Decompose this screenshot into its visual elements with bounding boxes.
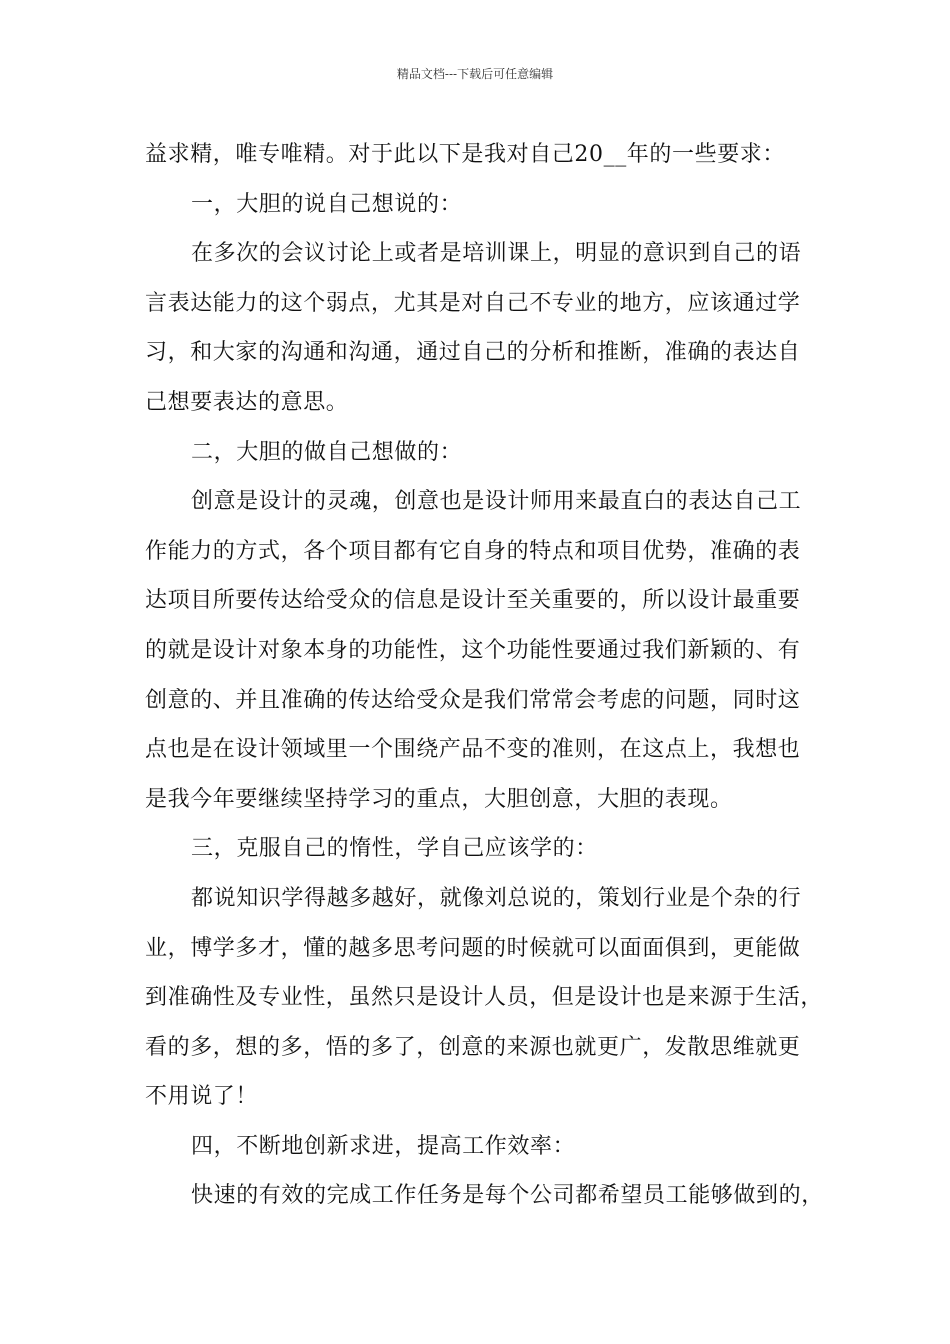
text-line: 创意的、并且准确的传达给受众是我们常常会考虑的问题，同时这 — [145, 687, 801, 713]
text-line: 益求精，唯专唯精。对于此以下是我对自己20__年的一些要求： — [145, 142, 785, 167]
text-line: 都说知识学得越多越好，就像刘总说的，策划行业是个杂的行 — [191, 885, 802, 911]
text-line: 快速的有效的完成工作任务是每个公司都希望员工能够做到的， — [191, 1183, 824, 1209]
text-line: 三，克服自己的惰性，学自己应该学的： — [191, 836, 598, 862]
text-line: 到准确性及专业性，虽然只是设计人员，但是设计也是来源于生活， — [145, 985, 824, 1011]
text-line: 看的多，想的多，悟的多了，创意的来源也就更广，发散思维就更 — [145, 1034, 801, 1060]
text-line: 作能力的方式，各个项目都有它自身的特点和项目优势，准确的表 — [145, 538, 801, 564]
page-header: 精品文档---下载后可任意编辑 — [396, 67, 554, 81]
text-line: 点也是在设计领域里一个围绕产品不变的准则，在这点上，我想也 — [145, 737, 801, 763]
text-line: 不用说了！ — [145, 1084, 259, 1110]
text-line: 四，不断地创新求进，提高工作效率： — [191, 1133, 576, 1159]
text-line: 言表达能力的这个弱点，尤其是对自己不专业的地方，应该通过学 — [145, 290, 801, 316]
text-line: 习，和大家的沟通和沟通，通过自己的分析和推断，准确的表达自 — [145, 340, 801, 366]
text-line: 的就是设计对象本身的功能性，这个功能性要通过我们新颖的、有 — [145, 637, 801, 663]
text-line: 业，博学多才，懂的越多思考问题的时候就可以面面俱到，更能做 — [145, 935, 801, 961]
text-line: 在多次的会议讨论上或者是培训课上，明显的意识到自己的语 — [191, 241, 802, 267]
text-line: 创意是设计的灵魂，创意也是设计师用来最直白的表达自己工 — [191, 489, 802, 515]
text-line: 达项目所要传达给受众的信息是设计至关重要的，所以设计最重要 — [145, 588, 801, 614]
text-line: 是我今年要继续坚持学习的重点，大胆创意，大胆的表现。 — [145, 786, 733, 812]
text-line: 己想要表达的意思。 — [145, 389, 349, 415]
text-line: 二，大胆的做自己想做的： — [191, 439, 463, 465]
text-line: 一，大胆的说自己想说的： — [191, 191, 463, 217]
document-body — [145, 130, 824, 1221]
